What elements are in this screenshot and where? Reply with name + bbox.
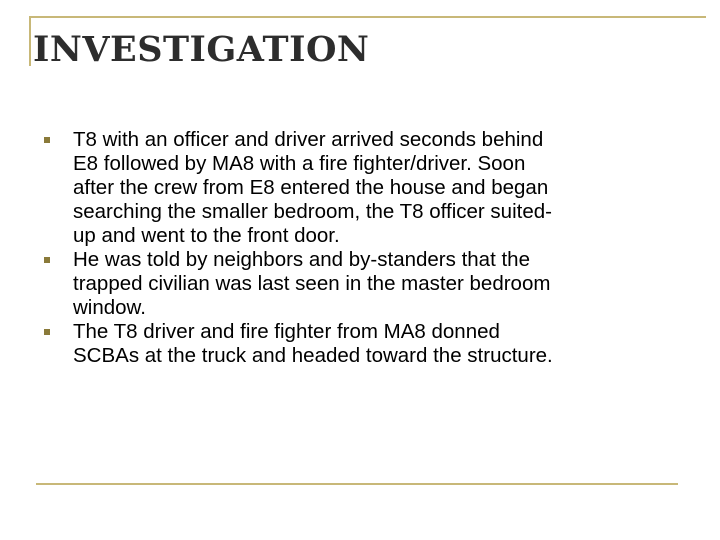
top-rule	[29, 16, 706, 18]
bullet-line: T8 with an officer and driver arrived seconds behind	[73, 128, 544, 151]
bullet-line: SCBAs at the truck and headed toward the structure.	[73, 344, 553, 367]
bullet-line: window.	[73, 296, 146, 319]
bullet-item	[44, 128, 684, 248]
square-bullet-icon	[44, 257, 50, 263]
square-bullet-icon	[44, 329, 50, 335]
bullet-list	[44, 128, 684, 368]
bullet-item	[44, 248, 684, 320]
bullet-line: The T8 driver and fire fighter from MA8 donned	[73, 320, 500, 343]
bullet-line: trapped civilian was last seen in the master bedroom	[73, 272, 551, 295]
square-bullet-icon	[44, 137, 50, 143]
bullet-item	[44, 320, 684, 368]
bullet-line: up and went to the front door.	[73, 224, 340, 247]
bullet-line: searching the smaller bedroom, the T8 officer suited-	[73, 200, 552, 223]
bullet-line: He was told by neighbors and by-standers that the	[73, 248, 530, 271]
slide-title: INVESTIGATION	[33, 29, 370, 70]
bullet-line: after the crew from E8 entered the house and began	[73, 176, 549, 199]
left-rule	[29, 16, 31, 66]
bottom-rule	[36, 483, 678, 485]
bullet-line: E8 followed by MA8 with a fire fighter/driver. Soon	[73, 152, 526, 175]
